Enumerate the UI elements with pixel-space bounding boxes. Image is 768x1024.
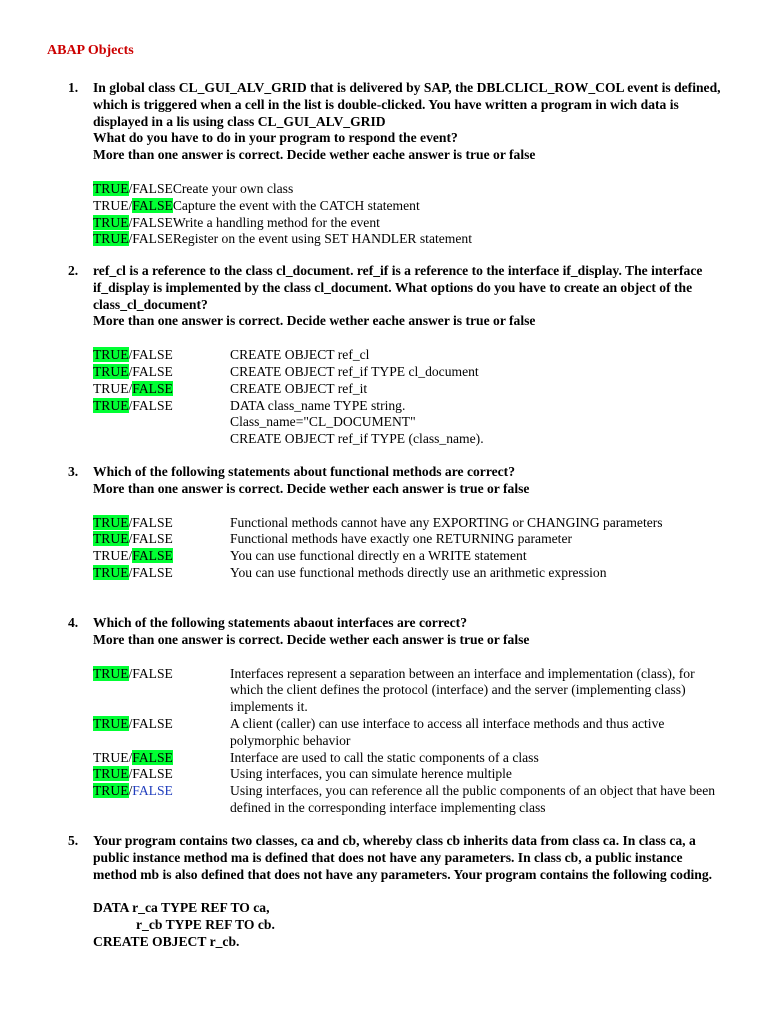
true-false-choice: [93, 364, 230, 381]
answer-line: Create your own class: [172, 180, 294, 196]
answer-text: [230, 783, 728, 817]
answer-text: [230, 548, 728, 565]
true-label: TRUE: [93, 363, 129, 379]
answer-text: [230, 750, 728, 767]
answer-option: [93, 181, 728, 198]
slash-separator: /: [128, 514, 133, 530]
answer-line: CREATE OBJECT ref_if TYPE cl_document: [230, 363, 479, 379]
answer-line: You can use functional directly en a WRITE statement: [230, 548, 527, 564]
question-header: [68, 615, 728, 649]
true-false-choice: [93, 515, 230, 532]
question-text: [93, 833, 728, 883]
answer-line: You can use functional methods directly use an arithmetic expression: [230, 564, 607, 580]
code-line: r_cb TYPE REF TO cb.: [136, 917, 275, 933]
document-title: ABAP Objects: [47, 43, 134, 58]
answer-line: DATA class_name TYPE string.: [230, 397, 406, 413]
answer-option: [93, 716, 728, 750]
false-label: FALSE: [132, 363, 173, 379]
answer-text: [230, 766, 728, 783]
slash-separator: /: [128, 749, 133, 765]
answer-line: Register on the event using SET HANDLER statement: [172, 231, 472, 247]
question-header: [68, 80, 728, 164]
question-text: [93, 464, 728, 498]
question-number: 5.: [68, 833, 79, 848]
true-false-choice: [93, 531, 230, 548]
slash-separator: /: [128, 197, 133, 213]
answer-text: [173, 181, 728, 198]
question-number: 1.: [68, 80, 79, 95]
true-false-choice: [93, 548, 230, 565]
answer-text: [230, 515, 728, 532]
question-header: [68, 464, 728, 498]
true-label: TRUE: [93, 531, 129, 547]
true-false-choice: [93, 565, 230, 582]
answer-text: [173, 198, 728, 215]
answer-line: Functional methods have exactly one RETURNING parameter: [230, 531, 573, 547]
true-false-choice: [93, 347, 230, 364]
false-label: FALSE: [132, 531, 173, 547]
false-label: FALSE: [132, 180, 173, 196]
slash-separator: /: [128, 548, 133, 564]
question-block: [68, 615, 728, 817]
question-line: ref_cl is a reference to the class cl_document. ref_if is a reference to the interface if_display. The interface if_display is implemented by the class cl_document. What options do you have to create an object of the class_cl_document?: [93, 263, 703, 312]
question-line: Which of the following statements abaout interfaces are correct?: [93, 615, 468, 630]
slash-separator: /: [128, 715, 133, 731]
slash-separator: /: [128, 231, 133, 247]
true-label: TRUE: [93, 564, 129, 580]
answer-options: [68, 666, 728, 817]
question-number: 3.: [68, 464, 79, 479]
slash-separator: /: [128, 665, 133, 681]
question-line: Which of the following statements about functional methods are correct?: [93, 464, 515, 479]
answer-line: Interface are used to call the static components of a class: [230, 749, 539, 765]
question-text: [93, 80, 728, 164]
question-block: [68, 833, 728, 951]
false-label: FALSE: [132, 397, 173, 413]
slash-separator: /: [128, 180, 133, 196]
false-label: FALSE: [132, 380, 173, 396]
question-number: 4.: [68, 615, 79, 630]
question-line: More than one answer is correct. Decide wether each answer is true or false: [93, 631, 530, 647]
question-text: [93, 263, 728, 330]
true-false-choice: [93, 750, 230, 767]
true-label: TRUE: [93, 783, 129, 799]
question-block: [68, 263, 728, 448]
question-number: 2.: [68, 263, 79, 278]
slash-separator: /: [128, 363, 133, 379]
answer-option: [93, 364, 728, 381]
true-label: TRUE: [93, 231, 129, 247]
code-line: DATA r_ca TYPE REF TO ca,: [93, 900, 270, 916]
answer-text: [230, 347, 728, 364]
question-line: What do you have to do in your program to respond the event?: [93, 130, 458, 146]
answer-text: [230, 565, 728, 582]
true-false-choice: [93, 766, 230, 783]
answer-option: [93, 215, 728, 232]
answer-option: [93, 750, 728, 767]
answer-option: [93, 766, 728, 783]
slash-separator: /: [128, 531, 133, 547]
true-false-choice: [93, 381, 230, 398]
answer-line: Class_name="CL_DOCUMENT": [230, 414, 416, 430]
answer-line: Capture the event with the CATCH statement: [172, 197, 420, 213]
answer-options: [68, 181, 728, 248]
false-label: FALSE: [132, 231, 173, 247]
slash-separator: /: [128, 380, 133, 396]
answer-line: Using interfaces, you can reference all the public components of an object that have been defined in the corresponding interface implementing class: [230, 783, 716, 815]
slash-separator: /: [128, 783, 133, 799]
true-false-choice: [93, 666, 230, 716]
false-label: FALSE: [132, 715, 173, 731]
false-label: FALSE: [132, 347, 173, 363]
answer-line: CREATE OBJECT ref_if TYPE (class_name).: [230, 431, 484, 447]
true-label: TRUE: [93, 397, 129, 413]
question-line: Your program contains two classes, ca and cb, whereby class cb inherits data from class ca. In class ca, a public instance method ma is defined that does not have any parameters. In class cb, a public instance method mb is also defined that does not have any parameters. Your program contains the following coding.: [93, 833, 713, 882]
slash-separator: /: [128, 766, 133, 782]
question-header: [68, 833, 728, 883]
answer-text: [230, 398, 728, 448]
answer-line: Using interfaces, you can simulate herence multiple: [230, 766, 512, 782]
true-false-choice: [93, 215, 173, 232]
slash-separator: /: [128, 214, 133, 230]
false-label: FALSE: [132, 766, 173, 782]
question-block: [68, 80, 728, 248]
code-line: CREATE OBJECT r_cb.: [93, 933, 240, 949]
answer-option: [93, 666, 728, 716]
question-header: [68, 263, 728, 330]
answer-option: [93, 565, 728, 582]
answer-option: [93, 783, 728, 817]
answer-options: [68, 515, 728, 582]
true-label: TRUE: [93, 715, 129, 731]
answer-options: [68, 347, 728, 448]
true-label: TRUE: [93, 514, 129, 530]
false-label: FALSE: [132, 514, 173, 530]
code-snippet: [68, 900, 728, 950]
true-label: TRUE: [93, 766, 129, 782]
true-false-choice: [93, 231, 173, 248]
answer-option: [93, 381, 728, 398]
question-line: More than one answer is correct. Decide wether eache answer is true or false: [93, 313, 536, 329]
answer-option: [93, 515, 728, 532]
slash-separator: /: [128, 347, 133, 363]
false-label: FALSE: [132, 783, 173, 799]
slash-separator: /: [128, 564, 133, 580]
true-label: TRUE: [93, 749, 129, 765]
false-label: FALSE: [132, 564, 173, 580]
true-label: TRUE: [93, 380, 129, 396]
answer-option: [93, 548, 728, 565]
answer-line: A client (caller) can use interface to access all interface methods and thus active polymorphic behavior: [230, 715, 665, 748]
false-label: FALSE: [132, 197, 173, 213]
question-line: More than one answer is correct. Decide wether each answer is true or false: [93, 480, 530, 496]
answer-line: Write a handling method for the event: [172, 214, 380, 230]
false-label: FALSE: [132, 749, 173, 765]
answer-option: [93, 531, 728, 548]
answer-line: Functional methods cannot have any EXPORTING or CHANGING parameters: [230, 514, 663, 530]
false-label: FALSE: [132, 214, 173, 230]
answer-text: [230, 666, 728, 716]
answer-text: [230, 531, 728, 548]
answer-line: CREATE OBJECT ref_cl: [230, 347, 370, 363]
true-label: TRUE: [93, 180, 129, 196]
question-line: In global class CL_GUI_ALV_GRID that is delivered by SAP, the DBLCLICL_ROW_COL event is defined, which is triggered when a cell in the list is double-clicked. You have written a program in wich data is displayed in a lis using class CL_GUI_ALV_GRID: [93, 80, 721, 129]
true-label: TRUE: [93, 665, 129, 681]
question-block: [68, 464, 728, 582]
true-label: TRUE: [93, 214, 129, 230]
answer-text: [173, 231, 728, 248]
answer-option: [93, 347, 728, 364]
question-text: [93, 615, 728, 649]
true-label: TRUE: [93, 548, 129, 564]
answer-text: [230, 716, 728, 750]
true-false-choice: [93, 398, 230, 448]
true-label: TRUE: [93, 347, 129, 363]
question-line: More than one answer is correct. Decide wether eache answer is true or false: [93, 147, 536, 163]
true-label: TRUE: [93, 197, 129, 213]
answer-option: [93, 231, 728, 248]
answer-option: [93, 198, 728, 215]
false-label: FALSE: [132, 548, 173, 564]
true-false-choice: [93, 783, 230, 817]
answer-text: [230, 364, 728, 381]
false-label: FALSE: [132, 665, 173, 681]
true-false-choice: [93, 181, 173, 198]
answer-line: CREATE OBJECT ref_it: [230, 380, 368, 396]
answer-text: [173, 215, 728, 232]
answer-text: [230, 381, 728, 398]
slash-separator: /: [128, 397, 133, 413]
answer-option: [93, 398, 728, 448]
true-false-choice: [93, 198, 173, 215]
answer-line: Interfaces represent a separation between an interface and implementation (class), for which the client defines the protocol (interface) and the server (implementing class) implements it.: [230, 665, 695, 715]
true-false-choice: [93, 716, 230, 750]
